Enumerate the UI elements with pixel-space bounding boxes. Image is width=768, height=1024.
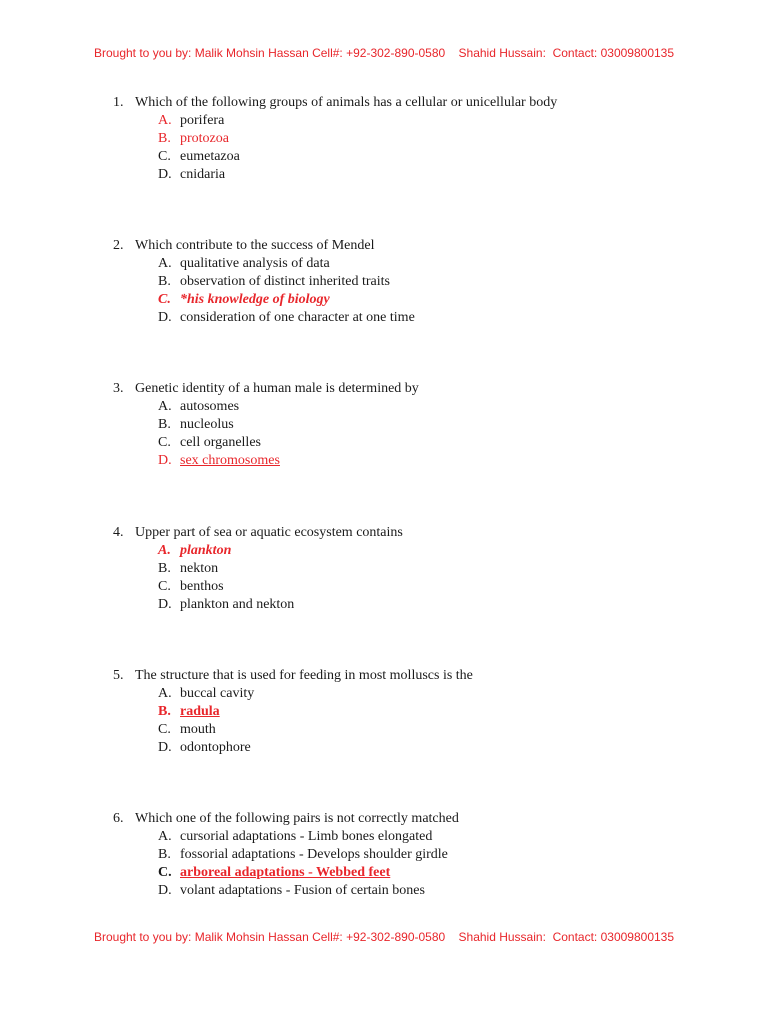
- option-text: benthos: [180, 579, 224, 594]
- option-letter: A.: [158, 399, 172, 414]
- option-c: [158, 148, 713, 166]
- option-text: cell organelles: [180, 435, 261, 450]
- option-d: [158, 309, 713, 327]
- option-text: cnidaria: [180, 167, 226, 182]
- option-text: nucleolus: [180, 417, 234, 432]
- options-list: [158, 542, 713, 614]
- option-a-answer: [158, 542, 713, 560]
- question-4: [113, 524, 713, 614]
- option-letter: C.: [158, 149, 171, 164]
- question-stem: [113, 94, 713, 112]
- option-text: eumetazoa: [180, 149, 240, 164]
- option-letter: D.: [158, 740, 172, 755]
- question-stem: [113, 810, 713, 828]
- option-c-answer: [158, 291, 713, 309]
- option-letter: D.: [158, 167, 172, 182]
- option-a: [158, 255, 713, 273]
- option-d: [158, 596, 713, 614]
- option-letter: D.: [158, 883, 172, 898]
- option-letter: B.: [158, 274, 171, 289]
- question-1: [113, 94, 713, 184]
- options-list: [158, 112, 713, 184]
- question-stem: [113, 524, 713, 542]
- option-text: volant adaptations - Fusion of certain bones: [180, 883, 425, 898]
- footer-banner: Brought to you by: Malik Mohsin Hassan Cell#: +92-302-890-0580 Shahid Hussain: Contact: 03009800135: [93, 930, 675, 944]
- option-b-answer: [158, 130, 713, 148]
- option-b: [158, 560, 713, 578]
- option-text: consideration of one character at one time: [180, 310, 415, 325]
- option-letter: A.: [158, 256, 172, 271]
- option-letter: B.: [158, 561, 171, 576]
- option-text: autosomes: [180, 399, 240, 414]
- option-text: nekton: [180, 561, 219, 576]
- option-letter: C.: [158, 579, 171, 594]
- question-number: 3.: [113, 381, 124, 396]
- option-letter: B.: [158, 131, 171, 146]
- option-letter: B.: [158, 704, 171, 719]
- option-letter: A.: [158, 543, 171, 558]
- question-number: 6.: [113, 811, 124, 826]
- option-b: [158, 416, 713, 434]
- option-b: [158, 846, 713, 864]
- question-number: 1.: [113, 95, 124, 110]
- option-c: [158, 721, 713, 739]
- options-list: [158, 398, 713, 470]
- option-text: plankton and nekton: [180, 597, 295, 612]
- option-text: mouth: [180, 722, 216, 737]
- option-b-answer: [158, 703, 713, 721]
- question-text: Which of the following groups of animals has a cellular or unicellular body: [135, 95, 558, 110]
- option-text: sex chromosomes: [180, 453, 280, 468]
- question-3: [113, 380, 713, 470]
- options-list: [158, 255, 713, 327]
- option-letter: A.: [158, 686, 172, 701]
- option-d: [158, 739, 713, 757]
- option-letter: B.: [158, 417, 171, 432]
- question-stem: [113, 237, 713, 255]
- option-a: [158, 685, 713, 703]
- option-c: [158, 578, 713, 596]
- option-d: [158, 882, 713, 900]
- header-banner: Brought to you by: Malik Mohsin Hassan Cell#: +92-302-890-0580 Shahid Hussain: Contact: 03009800135: [93, 46, 675, 60]
- question-number: 2.: [113, 238, 124, 253]
- option-text: radula: [180, 704, 220, 719]
- options-list: [158, 828, 713, 900]
- option-text: buccal cavity: [180, 686, 255, 701]
- option-letter: C.: [158, 435, 171, 450]
- option-text: cursorial adaptations - Limb bones elongated: [180, 829, 433, 844]
- question-text: The structure that is used for feeding in most molluscs is the: [135, 668, 473, 683]
- option-text: porifera: [180, 113, 225, 128]
- option-text: protozoa: [180, 131, 229, 146]
- option-text: qualitative analysis of data: [180, 256, 330, 271]
- option-a: [158, 112, 713, 130]
- option-letter: C.: [158, 292, 171, 307]
- question-6: [113, 810, 713, 900]
- question-text: Upper part of sea or aquatic ecosystem contains: [135, 525, 403, 540]
- option-letter: D.: [158, 597, 172, 612]
- option-text: observation of distinct inherited traits: [180, 274, 390, 289]
- option-text: fossorial adaptations - Develops shoulder girdle: [180, 847, 448, 862]
- option-letter: D.: [158, 310, 172, 325]
- option-letter: C.: [158, 865, 172, 880]
- options-list: [158, 685, 713, 757]
- option-a: [158, 828, 713, 846]
- option-letter: B.: [158, 847, 171, 862]
- option-text: *his knowledge of biology: [180, 292, 330, 307]
- option-a: [158, 398, 713, 416]
- question-text: Which one of the following pairs is not correctly matched: [135, 811, 459, 826]
- option-d-answer: [158, 452, 713, 470]
- question-number: 5.: [113, 668, 124, 683]
- option-letter: A.: [158, 113, 172, 128]
- option-text: arboreal adaptations - Webbed feet: [180, 865, 391, 880]
- question-text: Genetic identity of a human male is determined by: [135, 381, 419, 396]
- option-c-answer: [158, 864, 713, 882]
- question-2: [113, 237, 713, 327]
- option-text: plankton: [180, 543, 232, 558]
- option-letter: A.: [158, 829, 172, 844]
- option-letter: D.: [158, 453, 172, 468]
- question-stem: [113, 667, 713, 685]
- option-b: [158, 273, 713, 291]
- option-c: [158, 434, 713, 452]
- question-text: Which contribute to the success of Mendel: [135, 238, 375, 253]
- question-5: [113, 667, 713, 757]
- option-d: [158, 166, 713, 184]
- question-number: 4.: [113, 525, 124, 540]
- option-text: odontophore: [180, 740, 251, 755]
- question-stem: [113, 380, 713, 398]
- option-letter: C.: [158, 722, 171, 737]
